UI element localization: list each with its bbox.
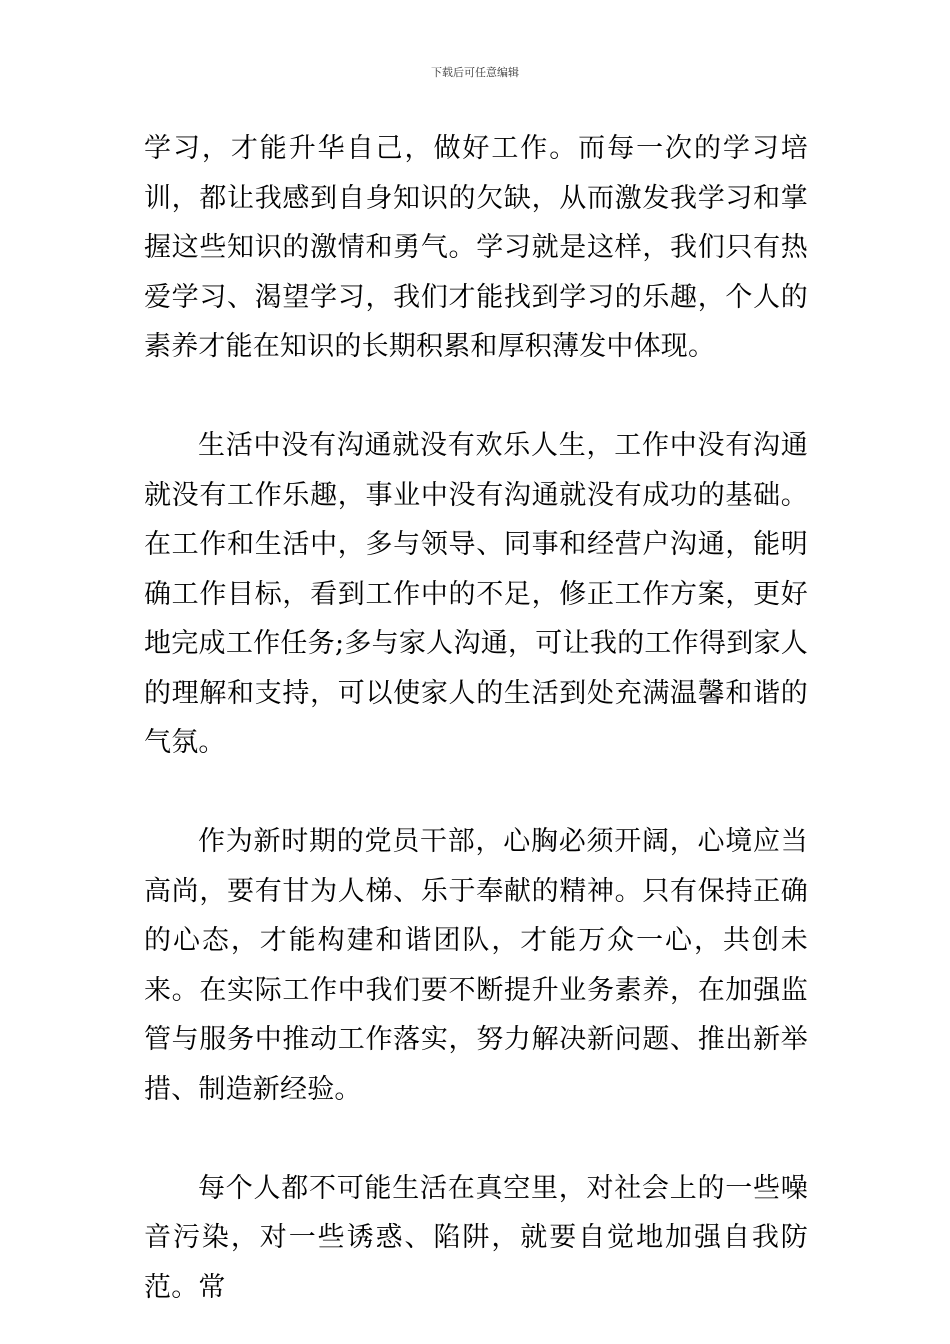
paragraph-3: 作为新时期的党员干部，心胸必须开阔，心境应当高尚，要有甘为人梯、乐于奉献的精神。只有保持正确的心态，才能构建和谐团队，才能万众一心，共创未来。在实际工作中我们要不断提升业务素养，在加强监管与服务中推动工作落实，努力解决新问题、推出新举措、制造新经验。	[144, 826, 808, 1105]
paragraph-4: 每个人都不可能生活在真空里，对社会上的一些噪音污染，对一些诱惑、陷阱，就要自觉地加强自我防范。常	[144, 1172, 808, 1303]
document-body	[144, 124, 808, 1312]
header-note: 下载后可任意编辑	[431, 66, 519, 79]
paragraph-2: 生活中没有沟通就没有欢乐人生，工作中没有沟通就没有工作乐趣，事业中没有沟通就没有成功的基础。在工作和生活中，多与领导、同事和经营户沟通，能明确工作目标，看到工作中的不足，修正工作方案，更好地完成工作任务;多与家人沟通，可让我的工作得到家人的理解和支持，可以使家人的生活到处充满温馨和谐的气氛。	[144, 430, 808, 758]
paragraph-1: 学习，才能升华自己，做好工作。而每一次的学习培训，都让我感到自身知识的欠缺，从而激发我学习和掌握这些知识的激情和勇气。学习就是这样，我们只有热爱学习、渴望学习，我们才能找到学习的乐趣，个人的素养才能在知识的长期积累和厚积薄发中体现。	[144, 133, 808, 362]
